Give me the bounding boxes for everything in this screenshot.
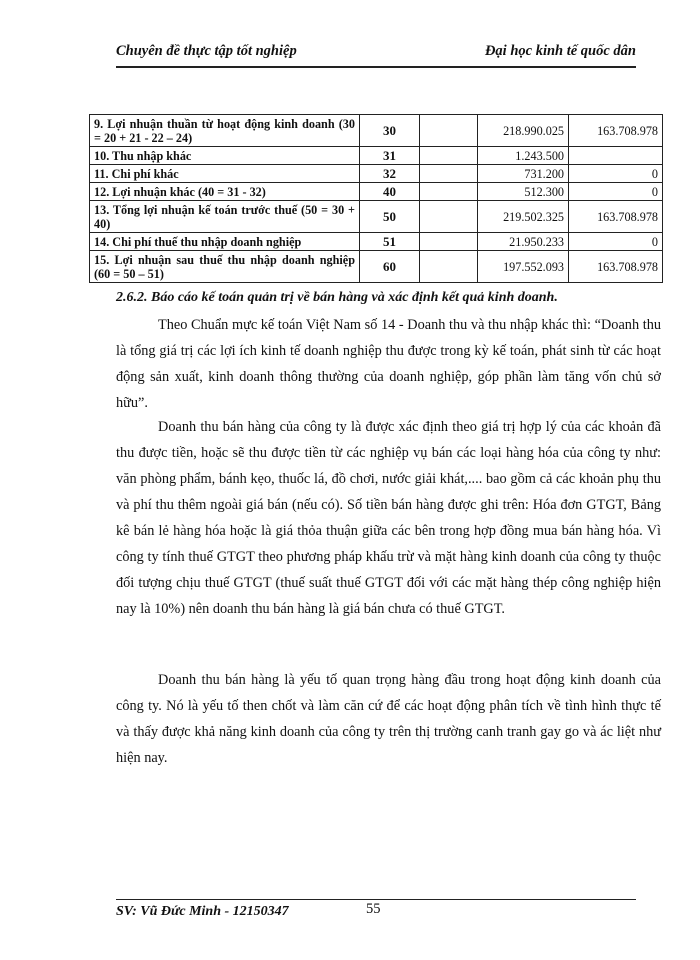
row-previous-value: [569, 147, 663, 165]
row-code: 40: [360, 183, 420, 201]
table-row: [90, 115, 663, 147]
row-previous-value: 0: [569, 165, 663, 183]
row-label: 15. Lợi nhuận sau thuế thu nhập doanh nghiệp (60 = 50 – 51): [90, 251, 360, 283]
row-current-value: 218.990.025: [478, 115, 569, 147]
section-title: 2.6.2. Báo cáo kế toán quản trị về bán hàng và xác định kết quả kinh doanh.: [116, 290, 558, 305]
table-row: [90, 251, 663, 283]
row-note: [420, 165, 478, 183]
footer-divider: [116, 899, 636, 900]
header-right-title: Đại học kinh tế quốc dân: [484, 43, 636, 59]
table-row: [90, 147, 663, 165]
row-previous-value: 163.708.978: [569, 201, 663, 233]
row-code: 50: [360, 201, 420, 233]
row-label: 14. Chi phí thuế thu nhập doanh nghiệp: [90, 233, 360, 251]
row-previous-value: 0: [569, 183, 663, 201]
income-statement-body: [90, 115, 663, 283]
paragraph-2: Doanh thu bán hàng của công ty là được xác định theo giá trị hợp lý của các khoản đã thu được tiền, hoặc sẽ thu được tiền từ các nghiệp vụ bán các loại hàng hóa của công ty như: văn phòng phẩm, bánh kẹo, thuốc lá, đồ chơi, nước giải khát,.... bao gồm cả các khoản phụ thu và phí thu thêm ngoài giá bán (nếu có). Số tiền bán hàng được ghi trên: Hóa đơn GTGT, Bảng kê bán lẻ hàng hóa hoặc là giá thỏa thuận giữa các bên trong hợp đồng mua bán hàng hóa. Vì công ty tính thuế GTGT theo phương pháp khấu trừ và mặt hàng kinh doanh của công ty thuộc đối tượng chịu thuế GTGT (thuế suất thuế GTGT đối với các mặt hàng thép công nghiệp hiện nay là 10%) nên doanh thu bán hàng là giá bán chưa có thuế GTGT.: [116, 419, 661, 617]
row-current-value: 512.300: [478, 183, 569, 201]
row-current-value: 731.200: [478, 165, 569, 183]
row-previous-value: 163.708.978: [569, 115, 663, 147]
row-code: 32: [360, 165, 420, 183]
income-statement-table: [89, 114, 663, 283]
row-label: 10. Thu nhập khác: [90, 147, 360, 165]
row-current-value: 197.552.093: [478, 251, 569, 283]
row-label: 12. Lợi nhuận khác (40 = 31 - 32): [90, 183, 360, 201]
row-note: [420, 233, 478, 251]
footer-author: SV: Vũ Đức Minh - 12150347: [116, 904, 289, 919]
row-previous-value: 163.708.978: [569, 251, 663, 283]
table-row: [90, 233, 663, 251]
row-note: [420, 251, 478, 283]
row-code: 31: [360, 147, 420, 165]
row-note: [420, 183, 478, 201]
header-divider: [116, 66, 636, 68]
row-current-value: 219.502.325: [478, 201, 569, 233]
page-number: 55: [366, 901, 381, 917]
row-note: [420, 115, 478, 147]
row-current-value: 1.243.500: [478, 147, 569, 165]
row-current-value: 21.950.233: [478, 233, 569, 251]
header-left-title: Chuyên đề thực tập tốt nghiệp: [116, 43, 297, 59]
row-note: [420, 147, 478, 165]
row-code: 60: [360, 251, 420, 283]
table-row: [90, 183, 663, 201]
table-row: [90, 201, 663, 233]
row-previous-value: 0: [569, 233, 663, 251]
page-header: [116, 40, 636, 64]
paragraph-3: Doanh thu bán hàng là yếu tố quan trọng hàng đầu trong hoạt động kinh doanh của công ty. Nó là yếu tố then chốt và làm căn cứ để các hoạt động phân tích về tình hình thực tế và thấy được khả năng kinh doanh của công ty trên thị trường canh tranh gay go và ác liệt như hiện nay.: [116, 672, 661, 766]
row-note: [420, 201, 478, 233]
row-code: 51: [360, 233, 420, 251]
paragraph-1: Theo Chuẩn mực kế toán Việt Nam số 14 - Doanh thu và thu nhập khác thì: “Doanh thu là tổng giá trị các lợi ích kinh tế doanh nghiệp thu được trong kỳ kế toán, phát sinh từ các hoạt động sản xuất, kinh doanh thông thường của doanh nghiệp, góp phần làm tăng vốn chủ sở hữu”.: [116, 317, 661, 411]
row-label: 13. Tổng lợi nhuận kế toán trước thuế (50 = 30 + 40): [90, 201, 360, 233]
row-label: 9. Lợi nhuận thuần từ hoạt động kinh doanh (30 = 20 + 21 - 22 – 24): [90, 115, 360, 147]
table-row: [90, 165, 663, 183]
row-label: 11. Chi phí khác: [90, 165, 360, 183]
row-code: 30: [360, 115, 420, 147]
